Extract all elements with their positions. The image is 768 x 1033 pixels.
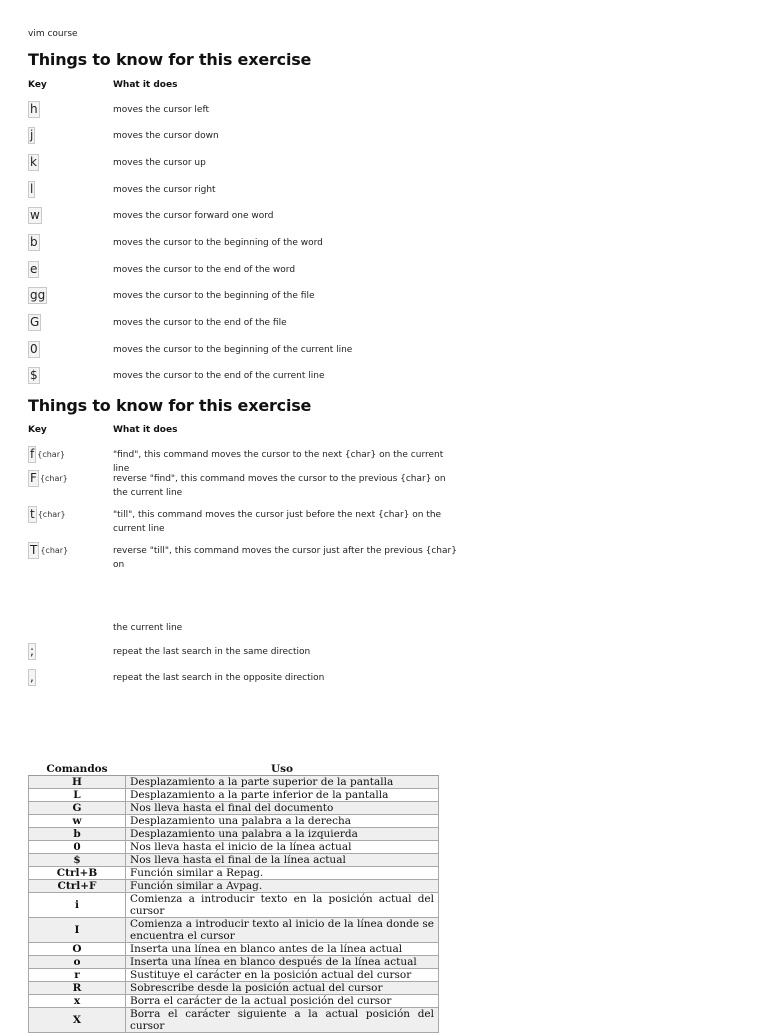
key-cell — [28, 669, 36, 686]
command-cell: X — [29, 1008, 126, 1033]
column-header-description: What it does — [113, 80, 178, 90]
key-cell — [28, 367, 40, 384]
command-cell: Ctrl+F — [29, 880, 126, 893]
key-label: ; — [30, 644, 35, 658]
table-row — [29, 828, 439, 841]
key-description: moves the cursor to the end of the word — [113, 265, 296, 275]
column-header-key: Key — [28, 425, 47, 435]
command-cell: x — [29, 995, 126, 1008]
key-description: moves the cursor down — [113, 131, 219, 141]
command-cell: o — [29, 956, 126, 969]
usage-cell: Sobrescribe desde la posición actual del cursor — [126, 982, 439, 995]
key-description: moves the cursor to the end of the file — [113, 318, 287, 328]
table-header-row — [29, 762, 439, 776]
key-label: , — [30, 670, 34, 684]
command-cell: w — [29, 815, 126, 828]
usage-cell: Desplazamiento a la parte superior de la pantalla — [126, 776, 439, 789]
usage-cell: Función similar a Avpag. — [126, 880, 439, 893]
column-header-key: Key — [28, 80, 47, 90]
usage-cell: Función similar a Repag. — [126, 867, 439, 880]
document-header: vim course — [28, 29, 78, 39]
usage-cell: Nos lleva hasta el inicio de la línea actual — [126, 841, 439, 854]
column-header-commands: Comandos — [29, 762, 126, 776]
command-cell: O — [29, 943, 126, 956]
key-cell — [28, 470, 68, 487]
table-row — [29, 969, 439, 982]
column-header-usage: Uso — [126, 762, 439, 776]
usage-cell: Inserta una línea en blanco después de la línea actual — [126, 956, 439, 969]
key-cell — [28, 542, 68, 559]
table-row — [29, 802, 439, 815]
command-cell: Ctrl+B — [29, 867, 126, 880]
table-row — [29, 841, 439, 854]
key-label: j — [30, 128, 34, 142]
key-argument: {char} — [37, 510, 66, 519]
table-row — [29, 867, 439, 880]
command-cell: b — [29, 828, 126, 841]
key-label: t — [30, 507, 35, 521]
table-row — [29, 815, 439, 828]
key-cell — [28, 181, 35, 198]
key-cell — [28, 314, 41, 331]
key-label: $ — [30, 368, 38, 382]
key-description: moves the cursor up — [113, 158, 206, 168]
table-row — [29, 789, 439, 802]
command-cell: i — [29, 893, 126, 918]
usage-cell: Nos lleva hasta el final del documento — [126, 802, 439, 815]
key-cell — [28, 287, 47, 304]
key-label: T — [30, 543, 38, 557]
key-description: moves the cursor forward one word — [113, 211, 274, 221]
key-description: "find", this command moves the cursor to the next {char} on the current line — [113, 450, 444, 474]
key-description: moves the cursor to the beginning of the file — [113, 291, 315, 301]
key-label: e — [30, 262, 38, 276]
key-argument: {char} — [40, 546, 69, 555]
table-row — [29, 918, 439, 943]
key-cell — [28, 127, 35, 144]
key-description: moves the cursor right — [113, 185, 216, 195]
key-cell — [28, 261, 39, 278]
usage-cell: Sustituye el carácter en la posición actual del cursor — [126, 969, 439, 982]
command-cell: I — [29, 918, 126, 943]
key-cell — [28, 207, 42, 224]
key-cell — [28, 643, 36, 660]
key-label: gg — [30, 288, 46, 302]
key-description: moves the cursor to the beginning of the word — [113, 238, 323, 248]
commands-table — [28, 762, 439, 1033]
usage-cell: Desplazamiento una palabra a la izquierda — [126, 828, 439, 841]
key-label: 0 — [30, 342, 38, 356]
key-cell — [28, 446, 65, 463]
column-header-description: What it does — [113, 425, 178, 435]
command-cell: $ — [29, 854, 126, 867]
command-cell: G — [29, 802, 126, 815]
continuation-text: the current line — [113, 623, 183, 633]
key-label: f — [30, 447, 35, 461]
table-row — [29, 995, 439, 1008]
key-cell — [28, 101, 40, 118]
key-cell — [28, 154, 39, 171]
usage-cell: Desplazamiento una palabra a la derecha — [126, 815, 439, 828]
usage-cell: Desplazamiento a la parte inferior de la pantalla — [126, 789, 439, 802]
table-row — [29, 880, 439, 893]
table-row — [29, 854, 439, 867]
key-label: G — [30, 315, 40, 329]
key-label: b — [30, 235, 38, 249]
key-description: moves the cursor left — [113, 105, 210, 115]
section-title: Things to know for this exercise — [28, 396, 312, 415]
usage-cell: Borra el carácter de la actual posición del cursor — [126, 995, 439, 1008]
command-cell: R — [29, 982, 126, 995]
usage-cell: Inserta una línea en blanco antes de la línea actual — [126, 943, 439, 956]
table-row — [29, 776, 439, 789]
key-description: repeat the last search in the opposite direction — [113, 673, 325, 683]
command-cell: H — [29, 776, 126, 789]
key-label: F — [30, 471, 37, 485]
usage-cell: Comienza a introducir texto en la posición actual del cursor — [126, 893, 439, 918]
key-argument: {char} — [39, 474, 68, 483]
key-description: reverse "find", this command moves the cursor to the previous {char} on the current line — [113, 474, 446, 498]
key-label: h — [30, 102, 38, 116]
key-label: w — [30, 208, 40, 222]
key-cell — [28, 234, 40, 251]
command-cell: r — [29, 969, 126, 982]
key-label: k — [30, 155, 37, 169]
table-row — [29, 943, 439, 956]
table-row — [29, 982, 439, 995]
key-cell — [28, 341, 40, 358]
key-description: moves the cursor to the end of the current line — [113, 371, 325, 381]
key-description: "till", this command moves the cursor just before the next {char} on the current line — [113, 510, 442, 534]
table-row — [29, 956, 439, 969]
key-argument: {char} — [37, 450, 66, 459]
key-description: repeat the last search in the same direction — [113, 647, 311, 657]
usage-cell: Comienza a introducir texto al inicio de la línea donde se encuentra el cursor — [126, 918, 439, 943]
section-title: Things to know for this exercise — [28, 50, 312, 69]
usage-cell: Nos lleva hasta el final de la línea actual — [126, 854, 439, 867]
usage-cell: Borra el carácter siguiente a la actual posición del cursor — [126, 1008, 439, 1033]
table-row — [29, 1008, 439, 1033]
key-cell — [28, 506, 66, 523]
command-cell: L — [29, 789, 126, 802]
key-description: reverse "till", this command moves the cursor just after the previous {char} on — [113, 546, 457, 570]
key-description: moves the cursor to the beginning of the current line — [113, 345, 353, 355]
table-row — [29, 893, 439, 918]
command-cell: 0 — [29, 841, 126, 854]
key-label: l — [30, 182, 34, 196]
